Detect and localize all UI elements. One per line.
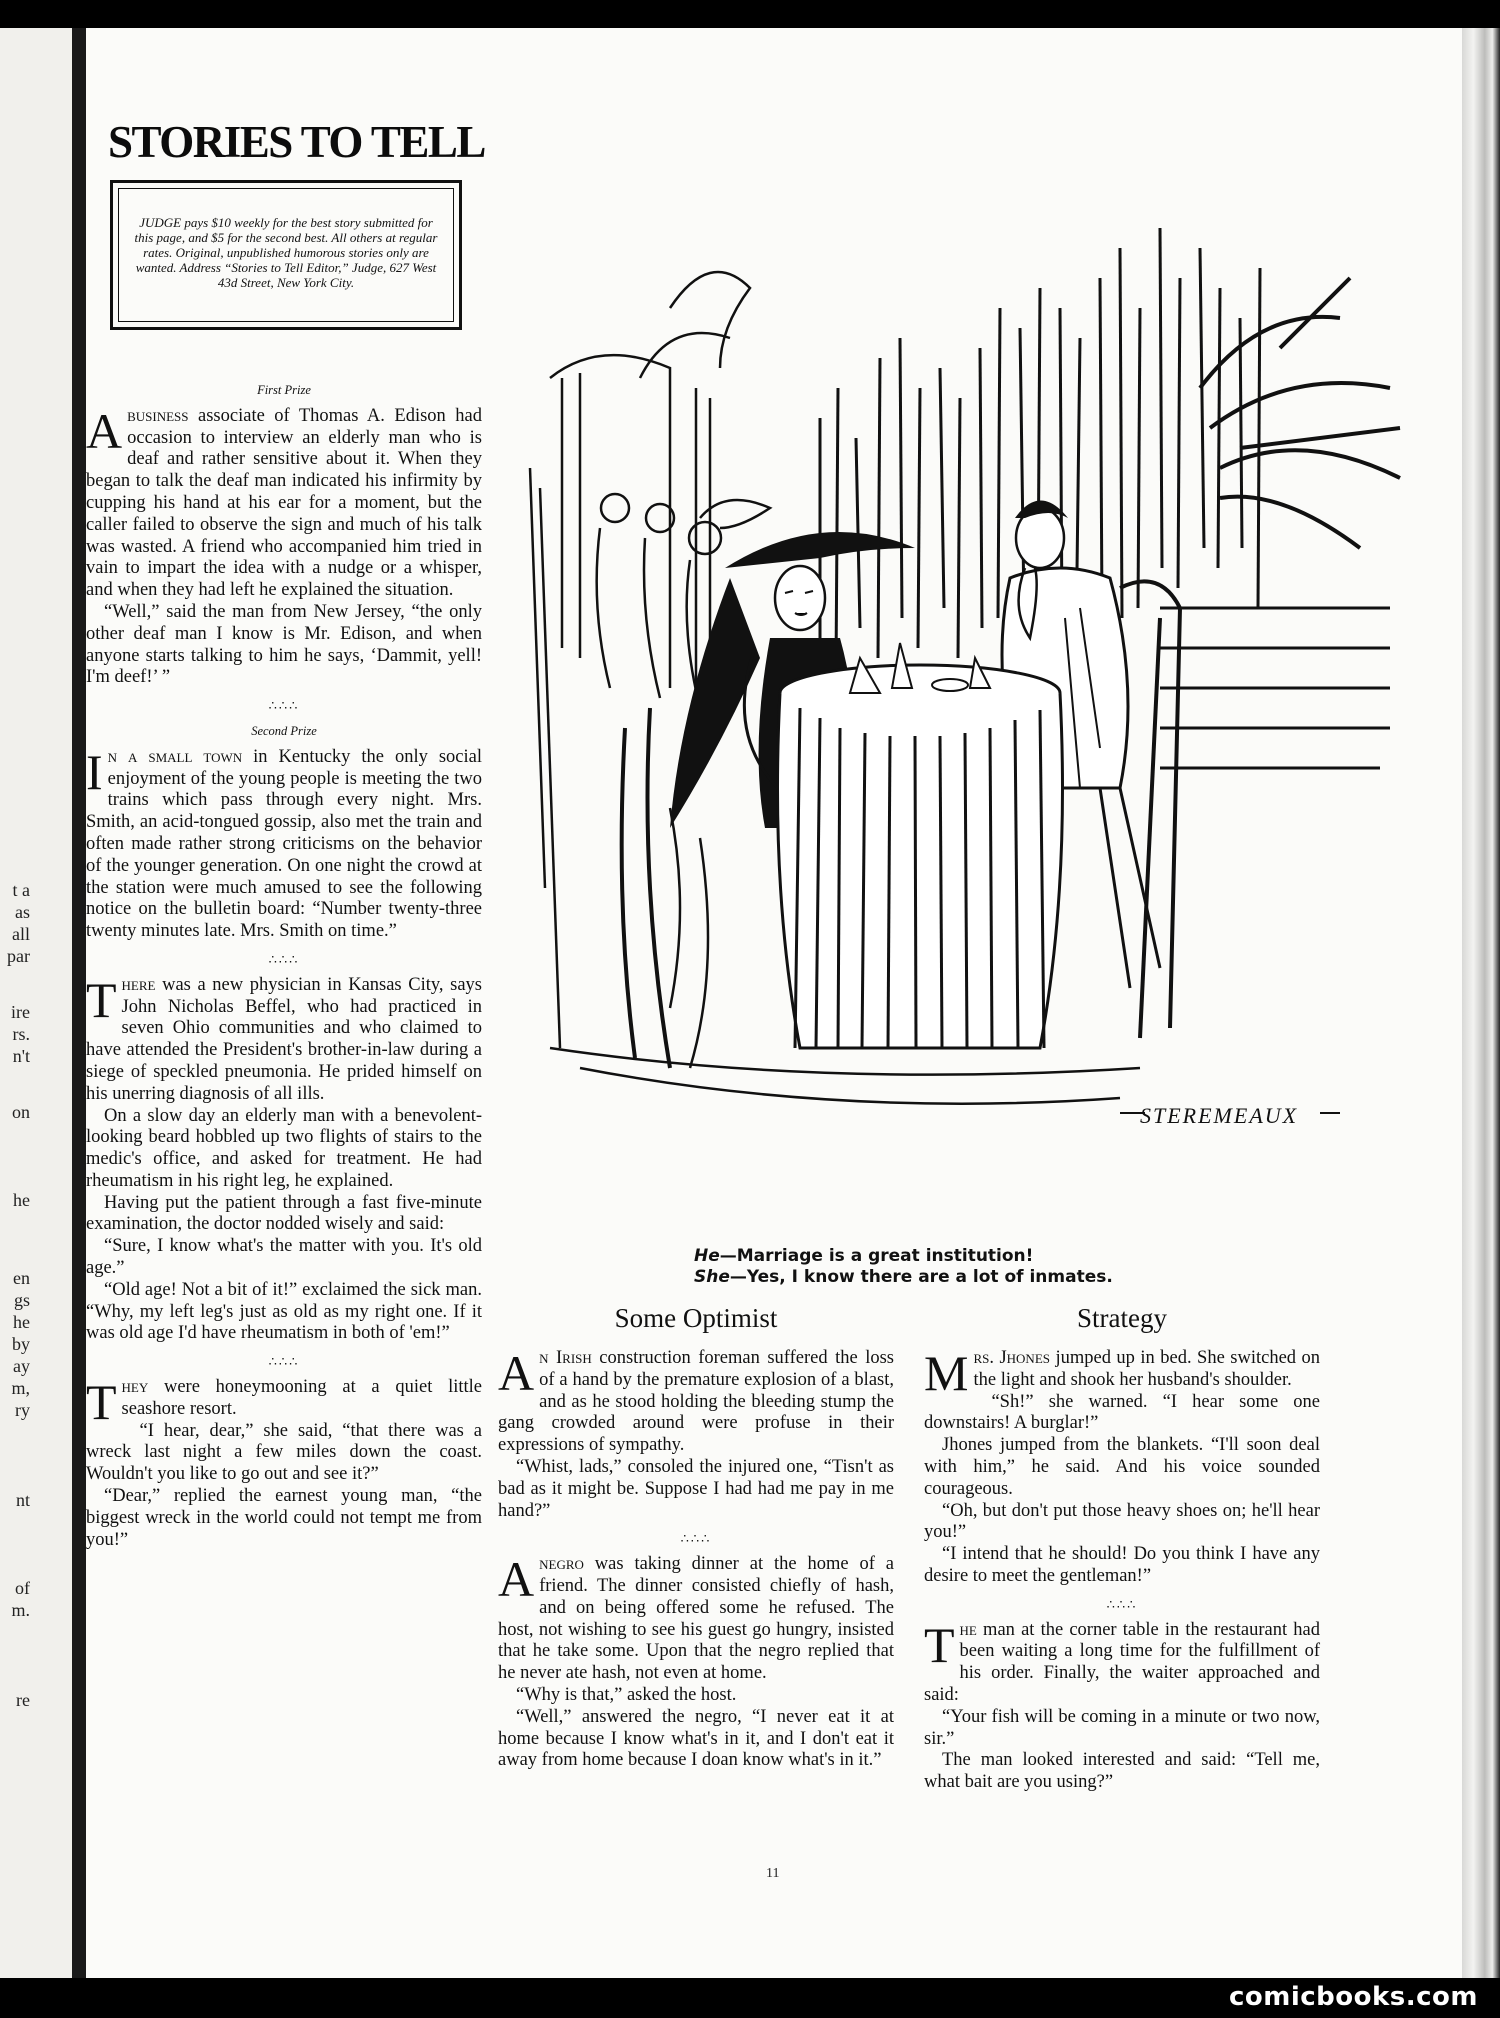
facing-page-text-fragment: ry xyxy=(15,1400,30,1420)
story-paragraph: “Dear,” replied the earnest young man, “the biggest wreck in the world could not tempt me from you!” xyxy=(86,1486,482,1550)
negro-story xyxy=(498,1551,894,1772)
first-prize-story xyxy=(86,380,482,689)
facing-page-text-fragment: re xyxy=(16,1690,30,1710)
column-right xyxy=(924,1345,1320,1794)
story-paragraph: Jhones jumped from the blankets. “I'll soon deal with him,” he said. And his voice sounded courageous. xyxy=(924,1435,1320,1499)
story-paragraph: “I hear, dear,” she said, “that there was a wreck last night a few miles down the coast. Wouldn't you like to go out and see it?” xyxy=(86,1420,482,1485)
honeymoon-story xyxy=(86,1374,482,1551)
optimist-story xyxy=(498,1345,895,1522)
facing-page-text-fragment: all xyxy=(12,924,30,944)
story-paragraph: “Whist, lads,” consoled the injured one, “Tisn't as bad as it might be. Suppose I had had me pay in me hand?” xyxy=(498,1456,894,1521)
magazine-page xyxy=(86,28,1462,1978)
section-separator: ∴∴∴ xyxy=(268,698,300,714)
lead-smallcaps: negro xyxy=(539,1554,584,1575)
story-paragraph: in Kentucky the only social enjoyment of the young people is meeting the two trains which pass through every night. Mrs. Smith, an acid-tongued gossip, also met the train and often made rather strong criticisms on the behavior of the younger generation. On one night the crowd at the station were much amused to see the following notice on the bulletin board: “Number twenty-three twenty minutes late. Mrs. Smith on time.” xyxy=(86,746,482,942)
lead-smallcaps: rs. Jhones xyxy=(973,1348,1050,1368)
waiter-story xyxy=(924,1616,1320,1794)
lead-smallcaps: n a small town xyxy=(107,746,243,767)
section-separator: ∴∴∴ xyxy=(268,1354,300,1370)
facing-page-fragment xyxy=(0,28,72,1978)
lead-smallcaps: n Irish xyxy=(539,1348,592,1368)
section-separator: ∴∴∴ xyxy=(268,951,300,967)
story-paragraph: “Well,” answered the negro, “I never eat it at home because I know what's in it, and I don't eat it away from home because I doan know what's in it.” xyxy=(498,1706,894,1771)
facing-page-text-fragment: en xyxy=(13,1268,30,1288)
facing-page-text-fragment: par xyxy=(7,946,30,966)
story-paragraph: On a slow day an elderly man with a benevolent-looking beard hobbled up two flights of stairs to the medic's office, and asked for treatment. He had rheumatism in his right leg, he explained. xyxy=(86,1105,482,1191)
facing-page-text-fragment: rs. xyxy=(12,1024,30,1044)
facing-page-text-fragment: on xyxy=(12,1102,30,1122)
lead-smallcaps: he xyxy=(959,1619,977,1640)
story-paragraph: “Sure, I know what's the matter with you. It's old age.” xyxy=(86,1236,482,1279)
table xyxy=(778,643,1063,1048)
drop-cap: T xyxy=(86,971,117,1028)
facing-page-text-fragment: nt xyxy=(15,1490,30,1510)
lead-smallcaps: hey xyxy=(121,1377,149,1398)
page-title: STORIES TO TELL xyxy=(108,117,485,167)
stairs xyxy=(1160,608,1390,768)
story-paragraph: Having put the patient through a fast five-minute examination, the doctor nodded wisely and said: xyxy=(86,1192,482,1235)
illustration-caption xyxy=(694,1246,1214,1288)
strategy-story xyxy=(924,1345,1320,1588)
page-edge xyxy=(1462,28,1500,1978)
facing-page-text-fragment: he xyxy=(13,1312,30,1332)
facing-page-text-fragment: ire xyxy=(11,1002,30,1022)
scan-border-top xyxy=(0,0,1500,28)
story-title-strategy: Strategy xyxy=(1077,1303,1167,1333)
section-separator: ∴∴∴ xyxy=(1106,1596,1138,1612)
facing-page-text-fragment: m. xyxy=(11,1600,30,1620)
first-prize-label: First Prize xyxy=(257,383,311,397)
facing-page-text-fragment: by xyxy=(12,1334,30,1354)
submission-notice: JUDGE pays $10 weekly for the best story submitted for this page, and $5 for the second best. All others at regular rates. Original, unpublished humorous stories only are wanted. Address “Stories to Tell Editor,” Judge, 627 West 43d Street, New York City. xyxy=(118,188,454,322)
page-number: 11 xyxy=(766,1866,780,1881)
facing-page-text-fragment: as xyxy=(15,902,30,922)
story-paragraph: construction foreman suffered the loss of a hand by the premature explosion of a blast, and as he stood holding the bleeding stump the gang crowded around were profuse in their expressions of sympathy. xyxy=(498,1348,895,1456)
section-separator: ∴∴∴ xyxy=(680,1531,712,1547)
story-title-some-optimist: Some Optimist xyxy=(614,1303,778,1333)
drop-cap: A xyxy=(498,1551,535,1608)
facing-page-text-fragment: he xyxy=(13,1190,30,1210)
cartoon-illustration xyxy=(520,188,1420,1213)
story-paragraph: jumped up in bed. She switched on the light and shook her husband's shoulder. xyxy=(973,1348,1320,1390)
drop-cap: T xyxy=(924,1616,955,1673)
facing-page-text-fragment: ay xyxy=(13,1356,30,1376)
source-watermark: comicbooks.com xyxy=(1228,1982,1478,2012)
story-paragraph: “Sh!” she warned. “I hear some one downstairs! A burglar!” xyxy=(924,1391,1320,1434)
story-paragraph: “Your fish will be coming in a minute or two now, sir.” xyxy=(924,1706,1320,1749)
story-paragraph: “Oh, but don't put those heavy shoes on; he'll hear you!” xyxy=(924,1500,1320,1543)
story-paragraph: was taking dinner at the home of a friend. The dinner consisted chiefly of hash, and on being offered some he refused. The host, not wishing to see his guest go hungry, insisted that he take some. Upon that the negro replied that he never ate hash, not even at home. xyxy=(498,1554,894,1684)
second-prize-label: Second Prize xyxy=(251,723,317,738)
column-middle xyxy=(498,1345,895,1772)
story-paragraph: associate of Thomas A. Edison had occasion to interview an elderly man who is deaf and rather sensitive about it. When they began to talk the deaf man indicated his infirmity by cupping his hand at his ear for a moment, but the caller failed to observe the sign and much of his talk was wasted. A friend who accompanied him tried in vain to impart the idea with a nudge or a whisper, and when they had left he explained the situation. xyxy=(86,405,482,601)
story-paragraph: was a new physician in Kansas City, says John Nicholas Beffel, who had practiced in seven Ohio communities and who claimed to have attended the President's brother-in-law during a siege of speckled pneumonia. He prided himself on his unerring diagnosis of all ills. xyxy=(86,974,482,1104)
page-gutter xyxy=(72,28,86,1978)
facing-page-text-fragment: of xyxy=(15,1578,30,1598)
facing-page-text-fragment: n't xyxy=(12,1046,30,1066)
physician-story xyxy=(86,971,482,1346)
palm-plant xyxy=(1200,278,1400,548)
drop-cap: M xyxy=(924,1345,969,1401)
story-paragraph: The man looked interested and said: “Tell me, what bait are you using?” xyxy=(924,1750,1320,1793)
story-paragraph: “I intend that he should! Do you think I have any desire to meet the gentleman!” xyxy=(924,1544,1320,1586)
story-paragraph: man at the corner table in the restaurant had been waiting a long time for the fulfillment of his order. Finally, the waiter approached and said: xyxy=(924,1619,1320,1705)
facing-page-text-fragment: t a xyxy=(12,880,30,900)
drop-cap: I xyxy=(86,743,103,800)
artist-signature: STEREMEAUX xyxy=(1140,1103,1299,1128)
facing-page-text-fragment: m, xyxy=(11,1378,30,1398)
lead-smallcaps: here xyxy=(121,974,156,995)
facing-page-text-fragment: gs xyxy=(13,1290,30,1310)
drop-cap: A xyxy=(86,402,123,459)
lead-smallcaps: business xyxy=(127,405,189,426)
drop-cap: A xyxy=(498,1345,535,1401)
drop-cap: T xyxy=(86,1374,117,1431)
story-paragraph: were honeymooning at a quiet little seashore resort. xyxy=(121,1377,482,1419)
story-paragraph: “Old age! Not a bit of it!” exclaimed the sick man. “Why, my left leg's just as old as my right one. If it was old age I'd have rheumatism in both of 'em!” xyxy=(86,1279,482,1344)
column-left xyxy=(86,380,482,1551)
caption-line-he: He—Marriage is a great institution! xyxy=(694,1246,1034,1266)
story-paragraph: “Well,” said the man from New Jersey, “the only other deaf man I know is Mr. Edison, and when anyone starts talking to him he says, ‘Dammit, yell! I'm deef!’ ” xyxy=(86,601,482,688)
caption-line-she: She—Yes, I know there are a lot of inmates. xyxy=(694,1267,1113,1287)
submission-notice-box xyxy=(110,180,462,330)
story-paragraph: “Why is that,” asked the host. xyxy=(516,1684,737,1705)
second-prize-story xyxy=(86,721,482,943)
